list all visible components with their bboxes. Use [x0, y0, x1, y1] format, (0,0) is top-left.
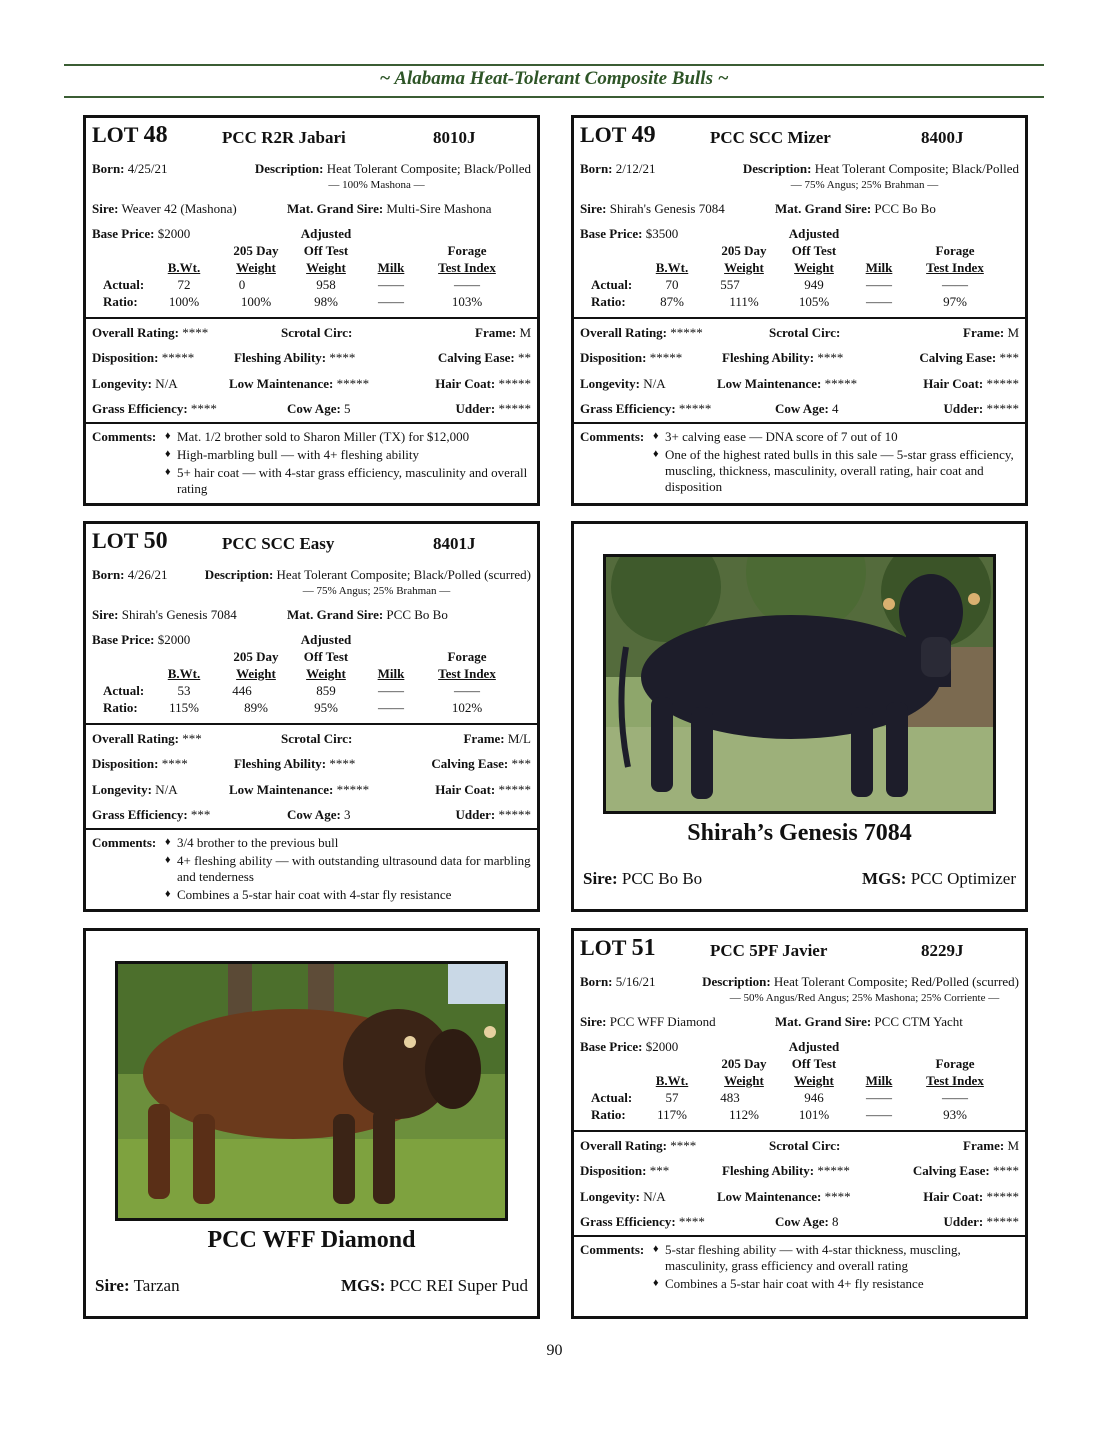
hair-coat: Hair Coat: *****	[923, 376, 1019, 391]
bull-photo-diamond	[115, 961, 508, 1221]
divider-comments	[86, 828, 537, 830]
lot-number: LOT 48	[92, 122, 168, 148]
hdr-bwt: B.Wt.	[167, 666, 201, 681]
sire: Sire: Weaver 42 (Mashona)	[92, 201, 237, 216]
ratio-205-weight: 112%	[729, 1107, 759, 1122]
row-ratio-label: Ratio:	[591, 294, 626, 309]
grass-efficiency: Grass Efficiency: *****	[580, 401, 712, 416]
comment-bullet-icon: ♦	[165, 854, 171, 866]
row-actual-label: Actual:	[103, 683, 145, 698]
low-maintenance: Low Maintenance: *****	[717, 376, 858, 391]
ratio-test-index: 97%	[943, 294, 967, 309]
cow-age: Cow Age: 3	[287, 807, 351, 822]
divider-ratings	[574, 317, 1025, 319]
comment-bullet-icon: ♦	[653, 1277, 659, 1289]
actual-milk: ——	[378, 683, 404, 698]
hdr-offtest: Off Test	[791, 1056, 837, 1071]
comment-bullet-icon: ♦	[165, 448, 171, 460]
lot-number: LOT 51	[580, 935, 656, 961]
comment-bullet-icon: ♦	[165, 430, 171, 442]
ratio-test-index: 103%	[451, 294, 483, 309]
actual-test-index: ——	[454, 277, 480, 292]
header-rule-top	[64, 64, 1044, 66]
scrotal-circ: Scrotal Circ:	[281, 325, 353, 340]
grass-efficiency: Grass Efficiency: ****	[580, 1214, 705, 1229]
hdr-offtest: Off Test	[303, 649, 349, 664]
cow-age: Cow Age: 5	[287, 401, 351, 416]
frame: Frame: M	[475, 325, 531, 340]
hdr-bwt: B.Wt.	[655, 1073, 689, 1088]
born-date: Born: 4/25/21	[92, 161, 168, 176]
disposition: Disposition: *****	[92, 350, 195, 365]
description: Description: Heat Tolerant Composite; Black/Polled (scurred)	[204, 567, 531, 582]
low-maintenance: Low Maintenance: *****	[229, 376, 370, 391]
hdr-adjusted: Adjusted	[300, 226, 352, 241]
photo-sire-diamond: Sire: Tarzan	[95, 1276, 180, 1295]
black-bull-image	[606, 557, 993, 811]
hdr-test-index: Test Index	[438, 260, 496, 275]
hdr-milk: Milk	[865, 1073, 893, 1088]
bull-photo-genesis	[603, 554, 996, 814]
calving-ease: Calving Ease: **	[437, 350, 531, 365]
row-ratio-label: Ratio:	[103, 294, 138, 309]
fleshing-ability: Fleshing Ability: *****	[722, 1163, 850, 1178]
lot-card-49	[571, 115, 1028, 506]
hdr-205day: 205 Day	[721, 1056, 767, 1071]
bull-tag: 8229J	[921, 941, 964, 960]
hdr-offtest: Off Test	[303, 243, 349, 258]
hdr-offtest: Off Test	[791, 243, 837, 258]
photo-caption-diamond: PCC WFF Diamond	[207, 1227, 416, 1253]
ratio-bwt: 87%	[660, 294, 684, 309]
overall-rating: Overall Rating: ****	[92, 325, 209, 340]
born-date: Born: 5/16/21	[580, 974, 656, 989]
divider-comments	[574, 422, 1025, 424]
bull-tag: 8010J	[433, 128, 476, 147]
ratio-offtest-weight: 98%	[314, 294, 338, 309]
comment-item: 3/4 brother to the previous bull	[177, 835, 339, 850]
comments-label: Comments:	[92, 835, 157, 850]
sire: Sire: Shirah's Genesis 7084	[92, 607, 237, 622]
hdr-forage: Forage	[935, 243, 975, 258]
actual-test-index: ——	[454, 683, 480, 698]
scrotal-circ: Scrotal Circ:	[769, 325, 841, 340]
photo-mgs-diamond: MGS: PCC REI Super Pud	[340, 1276, 528, 1295]
disposition: Disposition: ****	[92, 756, 188, 771]
ratio-test-index: 102%	[451, 700, 483, 715]
mat-grand-sire: Mat. Grand Sire: PCC CTM Yacht	[775, 1014, 963, 1029]
born-date: Born: 2/12/21	[580, 161, 656, 176]
comment-item: 4+ fleshing ability — with outstanding ultrasound data for marbling and tenderness	[177, 853, 531, 884]
hdr-adjusted: Adjusted	[788, 1039, 840, 1054]
mat-grand-sire: Mat. Grand Sire: PCC Bo Bo	[775, 201, 936, 216]
calving-ease: Calving Ease: ***	[919, 350, 1019, 365]
ratio-205-weight: 111%	[729, 294, 759, 309]
actual-milk: ——	[866, 277, 892, 292]
bull-tag: 8400J	[921, 128, 964, 147]
hair-coat: Hair Coat: *****	[923, 1189, 1019, 1204]
comment-item: 5+ hair coat — with 4-star grass efficiency, masculinity and overall rating	[177, 465, 528, 496]
fleshing-ability: Fleshing Ability: ****	[722, 350, 844, 365]
actual-bwt: 72	[177, 277, 191, 292]
ratio-milk: ——	[378, 700, 404, 715]
bull-name: PCC SCC Easy	[222, 534, 335, 553]
hdr-weight: Weight	[236, 666, 276, 681]
actual-bwt: 70	[665, 277, 679, 292]
overall-rating: Overall Rating: ****	[580, 1138, 697, 1153]
bull-name: PCC SCC Mizer	[710, 128, 831, 147]
comment-bullet-icon: ♦	[165, 466, 171, 478]
longevity: Longevity: N/A	[92, 376, 178, 391]
lot-number: LOT 49	[580, 122, 656, 148]
ratio-milk: ——	[866, 1107, 892, 1122]
frame: Frame: M	[963, 1138, 1019, 1153]
hdr-weight: Weight	[236, 260, 276, 275]
divider-comments	[574, 1235, 1025, 1237]
ratio-offtest-weight: 101%	[798, 1107, 830, 1122]
photo-mgs-genesis: MGS: PCC Optimizer	[862, 869, 1016, 888]
actual-test-index: ——	[942, 277, 968, 292]
disposition: Disposition: ***	[580, 1163, 670, 1178]
comment-item: 3+ calving ease — DNA score of 7 out of 10	[665, 429, 898, 444]
description: Description: Heat Tolerant Composite; Black/Polled	[742, 161, 1019, 176]
hdr-forage: Forage	[935, 1056, 975, 1071]
hdr-205day: 205 Day	[233, 649, 279, 664]
ratio-bwt: 117%	[657, 1107, 687, 1122]
ratio-milk: ——	[866, 294, 892, 309]
hdr-205day: 205 Day	[233, 243, 279, 258]
base-price: Base Price: $2000	[580, 1039, 679, 1054]
frame: Frame: M/L	[463, 731, 531, 746]
comment-bullet-icon: ♦	[165, 836, 171, 848]
actual-offtest-weight: 859	[316, 683, 336, 698]
bull-name: PCC R2R Jabari	[222, 128, 346, 147]
disposition: Disposition: *****	[580, 350, 683, 365]
actual-offtest-weight: 958	[316, 277, 336, 292]
ratio-offtest-weight: 95%	[314, 700, 338, 715]
calving-ease: Calving Ease: ***	[431, 756, 531, 771]
hdr-offtest-weight: Weight	[794, 260, 834, 275]
comments-label: Comments:	[92, 429, 157, 444]
overall-rating: Overall Rating: *****	[580, 325, 703, 340]
hdr-test-index: Test Index	[926, 260, 984, 275]
sire: Sire: Shirah's Genesis 7084	[580, 201, 725, 216]
actual-bwt: 53	[177, 683, 191, 698]
fleshing-ability: Fleshing Ability: ****	[234, 350, 356, 365]
lot-card-50	[83, 521, 540, 912]
scrotal-circ: Scrotal Circ:	[769, 1138, 841, 1153]
ratio-test-index: 93%	[943, 1107, 967, 1122]
hdr-forage: Forage	[447, 243, 487, 258]
udder: Udder: *****	[943, 1214, 1019, 1229]
comment-item: 5-star fleshing ability — with 4-star thickness, muscling, masculinity, grass efficiency and overall rating	[665, 1242, 961, 1273]
hdr-forage: Forage	[447, 649, 487, 664]
actual-offtest-weight: 949	[804, 277, 824, 292]
divider-ratings	[86, 723, 537, 725]
mat-grand-sire: Mat. Grand Sire: PCC Bo Bo	[287, 607, 448, 622]
born-date: Born: 4/26/21	[92, 567, 168, 582]
hdr-offtest-weight: Weight	[306, 666, 346, 681]
cow-age: Cow Age: 8	[775, 1214, 839, 1229]
mat-grand-sire: Mat. Grand Sire: Multi-Sire Mashona	[287, 201, 492, 216]
actual-offtest-weight: 946	[804, 1090, 824, 1105]
base-price: Base Price: $2000	[92, 226, 191, 241]
longevity: Longevity: N/A	[580, 376, 666, 391]
breed-composition: — 50% Angus/Red Angus; 25% Mashona; 25% Corriente —	[729, 992, 1000, 1004]
lot-number: LOT 50	[92, 528, 168, 554]
divider-ratings	[86, 317, 537, 319]
row-ratio-label: Ratio:	[591, 1107, 626, 1122]
udder: Udder: *****	[943, 401, 1019, 416]
row-ratio-label: Ratio:	[103, 700, 138, 715]
scrotal-circ: Scrotal Circ:	[281, 731, 353, 746]
ratio-bwt: 100%	[168, 294, 200, 309]
ratio-205-weight: 100%	[240, 294, 272, 309]
udder: Udder: *****	[455, 807, 531, 822]
photo-sire-genesis: Sire: PCC Bo Bo	[583, 869, 703, 888]
comment-item: Combines a 5-star hair coat with 4+ fly resistance	[665, 1276, 924, 1291]
ratio-milk: ——	[378, 294, 404, 309]
udder: Udder: *****	[455, 401, 531, 416]
breed-composition: — 100% Mashona —	[328, 179, 425, 191]
comment-bullet-icon: ♦	[653, 1243, 659, 1255]
actual-205-weight: 557	[720, 277, 740, 292]
row-actual-label: Actual:	[591, 1090, 633, 1105]
sire: Sire: PCC WFF Diamond	[580, 1014, 716, 1029]
base-price: Base Price: $3500	[580, 226, 679, 241]
actual-205-weight: 446	[232, 683, 252, 698]
overall-rating: Overall Rating: ***	[92, 731, 202, 746]
hdr-offtest-weight: Weight	[794, 1073, 834, 1088]
comment-bullet-icon: ♦	[653, 448, 659, 460]
actual-bwt: 57	[665, 1090, 679, 1105]
header-rule-bottom	[64, 96, 1044, 98]
cow-age: Cow Age: 4	[775, 401, 839, 416]
hdr-adjusted: Adjusted	[300, 632, 352, 647]
comment-item: Combines a 5-star hair coat with 4-star fly resistance	[177, 887, 452, 902]
comment-bullet-icon: ♦	[653, 430, 659, 442]
hdr-offtest-weight: Weight	[306, 260, 346, 275]
row-actual-label: Actual:	[103, 277, 145, 292]
breed-composition: — 75% Angus; 25% Brahman —	[790, 179, 939, 191]
bull-name: PCC 5PF Javier	[710, 941, 828, 960]
divider-ratings	[574, 1130, 1025, 1132]
row-actual-label: Actual:	[591, 277, 633, 292]
lot-card-48	[83, 115, 540, 506]
hair-coat: Hair Coat: *****	[435, 376, 531, 391]
hdr-test-index: Test Index	[926, 1073, 984, 1088]
hdr-weight: Weight	[724, 1073, 764, 1088]
frame: Frame: M	[963, 325, 1019, 340]
divider-comments	[86, 422, 537, 424]
grass-efficiency: Grass Efficiency: ****	[92, 401, 217, 416]
bull-tag: 8401J	[433, 534, 476, 553]
ratio-offtest-weight: 105%	[798, 294, 830, 309]
actual-205-weight: 483	[720, 1090, 740, 1105]
hdr-milk: Milk	[865, 260, 893, 275]
comment-item: One of the highest rated bulls in this sale — 5-star grass efficiency, muscling, thickness, masculinity, overall rating, hair coat and disposition	[665, 447, 1014, 494]
photo-caption-genesis: Shirah’s Genesis 7084	[687, 820, 912, 846]
page-number: 90	[546, 1342, 563, 1359]
comment-bullet-icon: ♦	[165, 888, 171, 900]
breed-composition: — 75% Angus; 25% Brahman —	[302, 585, 451, 597]
hdr-milk: Milk	[377, 666, 405, 681]
lot-card-51	[571, 928, 1028, 1319]
description: Description: Heat Tolerant Composite; Black/Polled	[254, 161, 531, 176]
hair-coat: Hair Coat: *****	[435, 782, 531, 797]
page-header-title: ~ Alabama Heat-Tolerant Composite Bulls ~	[379, 68, 729, 89]
hdr-bwt: B.Wt.	[655, 260, 689, 275]
hdr-bwt: B.Wt.	[167, 260, 201, 275]
grass-efficiency: Grass Efficiency: ***	[92, 807, 211, 822]
actual-milk: ——	[866, 1090, 892, 1105]
hdr-weight: Weight	[724, 260, 764, 275]
hdr-adjusted: Adjusted	[788, 226, 840, 241]
red-bull-image	[118, 964, 505, 1218]
low-maintenance: Low Maintenance: *****	[229, 782, 370, 797]
base-price: Base Price: $2000	[92, 632, 191, 647]
comments-label: Comments:	[580, 429, 645, 444]
fleshing-ability: Fleshing Ability: ****	[234, 756, 356, 771]
longevity: Longevity: N/A	[580, 1189, 666, 1204]
ratio-205-weight: 89%	[244, 700, 268, 715]
hdr-test-index: Test Index	[438, 666, 496, 681]
actual-milk: ——	[378, 277, 404, 292]
hdr-205day: 205 Day	[721, 243, 767, 258]
photo-card-genesis	[571, 521, 1028, 912]
longevity: Longevity: N/A	[92, 782, 178, 797]
actual-205-weight: 0	[238, 277, 246, 292]
hdr-milk: Milk	[377, 260, 405, 275]
low-maintenance: Low Maintenance: ****	[717, 1189, 851, 1204]
description: Description: Heat Tolerant Composite; Red/Polled (scurred)	[702, 974, 1019, 989]
comment-item: Mat. 1/2 brother sold to Sharon Miller (TX) for $12,000	[177, 429, 470, 444]
calving-ease: Calving Ease: ****	[912, 1163, 1019, 1178]
photo-card-diamond	[83, 928, 540, 1319]
ratio-bwt: 115%	[169, 700, 199, 715]
comment-item: High-marbling bull — with 4+ fleshing ability	[177, 447, 420, 462]
actual-test-index: ——	[942, 1090, 968, 1105]
comments-label: Comments:	[580, 1242, 645, 1257]
